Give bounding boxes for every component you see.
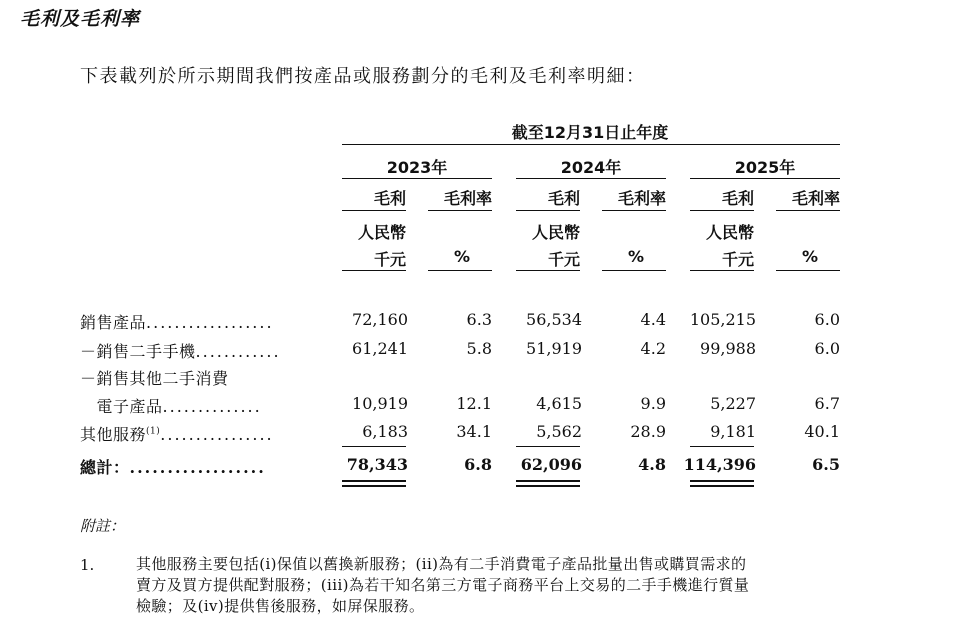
note-line: 檢驗；及(iv)提供售後服務，如屏保服務。	[136, 597, 425, 615]
gpm-header-2024: 毛利率	[617, 189, 666, 208]
subtotal-rule	[342, 446, 406, 447]
table-cell: 99,988	[700, 339, 756, 358]
table-cell: 40.1	[804, 422, 840, 441]
leader-dots: ..............	[162, 397, 262, 416]
row-label-product-sales	[80, 310, 274, 333]
unit-pct-2023: %	[453, 247, 470, 266]
col-rule	[602, 210, 666, 211]
col-rule	[516, 210, 580, 211]
table-cell: 4.4	[640, 310, 666, 329]
gp-header-2023: 毛利	[373, 189, 406, 208]
col-rule	[690, 270, 754, 271]
col-rule	[602, 270, 666, 271]
total-cell: 6.8	[464, 455, 492, 474]
subtotal-rule	[690, 446, 754, 447]
year-2024-rule	[516, 178, 666, 179]
gp-header-2024: 毛利	[547, 189, 580, 208]
leader-dots: ..................	[146, 313, 274, 332]
total-cell: 6.5	[812, 455, 840, 474]
unit-thousand-2025: 千元	[721, 250, 754, 269]
gp-header-2025: 毛利	[721, 189, 754, 208]
total-double-rule	[516, 485, 580, 487]
note-text	[136, 554, 848, 617]
period-header: 截至12月31日止年度	[511, 123, 669, 142]
unit-currency-2025: 人民幣	[705, 223, 754, 242]
col-rule	[342, 270, 406, 271]
leader-dots: ............	[195, 342, 281, 361]
unit-currency-2024: 人民幣	[531, 223, 580, 242]
intro-paragraph: 下表載列於所示期間我們按產品或服務劃分的毛利及毛利率明細：	[80, 66, 646, 87]
unit-thousand-2024: 千元	[547, 250, 580, 269]
table-cell: 6.7	[814, 394, 840, 413]
row-label-text: 銷售產品	[80, 313, 147, 332]
row-label-other-electronics	[80, 366, 229, 389]
unit-currency-2023: 人民幣	[357, 223, 406, 242]
table-cell: 5.8	[466, 339, 492, 358]
col-rule	[428, 210, 492, 211]
year-2025-header: 2025年	[734, 158, 796, 177]
gpm-header-2023: 毛利率	[443, 189, 492, 208]
table-cell: 9,181	[710, 422, 756, 441]
table-cell: 6,183	[362, 422, 408, 441]
total-double-rule	[516, 480, 580, 482]
table-cell: 9.9	[640, 394, 666, 413]
col-rule	[428, 270, 492, 271]
year-2023-header: 2023年	[386, 158, 448, 177]
unit-pct-2024: %	[627, 247, 644, 266]
leader-dots: ..................	[129, 458, 266, 477]
table-cell: 12.1	[456, 394, 492, 413]
total-cell: 4.8	[638, 455, 666, 474]
note-line: 其他服務主要包括(i)保值以舊換新服務；(ii)為有二手消費電子產品批量出售或購買需求的	[136, 555, 747, 573]
total-double-rule	[690, 485, 754, 487]
col-rule	[516, 270, 580, 271]
note-number: 1.	[80, 556, 95, 574]
table-cell: 6.0	[814, 310, 840, 329]
row-label-text: 總計：	[80, 458, 130, 477]
table-cell: 5,227	[710, 394, 756, 413]
year-2025-rule	[690, 178, 840, 179]
table-cell: 34.1	[456, 422, 492, 441]
period-rule	[342, 144, 840, 145]
table-cell: 61,241	[352, 339, 408, 358]
col-rule	[776, 210, 840, 211]
col-rule	[690, 210, 754, 211]
table-cell: 4,615	[536, 394, 582, 413]
row-label-electronic-products	[80, 394, 262, 417]
table-cell: 6.0	[814, 339, 840, 358]
col-rule	[776, 270, 840, 271]
col-rule	[342, 210, 406, 211]
table-cell: 4.2	[640, 339, 666, 358]
section-heading: 毛利及毛利率	[20, 8, 141, 30]
unit-thousand-2023: 千元	[373, 250, 406, 269]
total-double-rule	[342, 485, 406, 487]
row-label-text: 電子產品	[80, 397, 163, 416]
note-line: 賣方及買方提供配對服務；(iii)為若干知名第三方電子商務平台上交易的二手手機進行質量	[136, 576, 750, 594]
table-cell: 56,534	[526, 310, 582, 329]
row-label-used-phones	[80, 339, 281, 362]
leader-dots: ................	[160, 425, 274, 444]
table-cell: 5,562	[536, 422, 582, 441]
total-double-rule	[342, 480, 406, 482]
footnote-ref: (1)	[146, 426, 161, 437]
table-cell: 28.9	[630, 422, 666, 441]
total-double-rule	[690, 480, 754, 482]
unit-pct-2025: %	[801, 247, 818, 266]
row-label-other-services	[80, 422, 274, 445]
row-label-text: 其他服務	[80, 425, 147, 444]
table-cell: 105,215	[689, 310, 756, 329]
total-cell: 78,343	[346, 455, 408, 474]
subtotal-rule	[516, 446, 580, 447]
year-2024-header: 2024年	[560, 158, 622, 177]
row-label-text: －銷售二手手機	[80, 342, 196, 361]
table-cell: 51,919	[526, 339, 582, 358]
total-cell: 62,096	[520, 455, 582, 474]
gpm-header-2025: 毛利率	[791, 189, 840, 208]
row-label-total	[80, 455, 266, 478]
year-2023-rule	[342, 178, 492, 179]
table-cell: 6.3	[466, 310, 492, 329]
table-cell: 10,919	[352, 394, 408, 413]
total-cell: 114,396	[683, 455, 756, 474]
notes-heading: 附註：	[80, 517, 126, 535]
table-cell: 72,160	[352, 310, 408, 329]
row-label-text: －銷售其他二手消費	[80, 369, 229, 388]
